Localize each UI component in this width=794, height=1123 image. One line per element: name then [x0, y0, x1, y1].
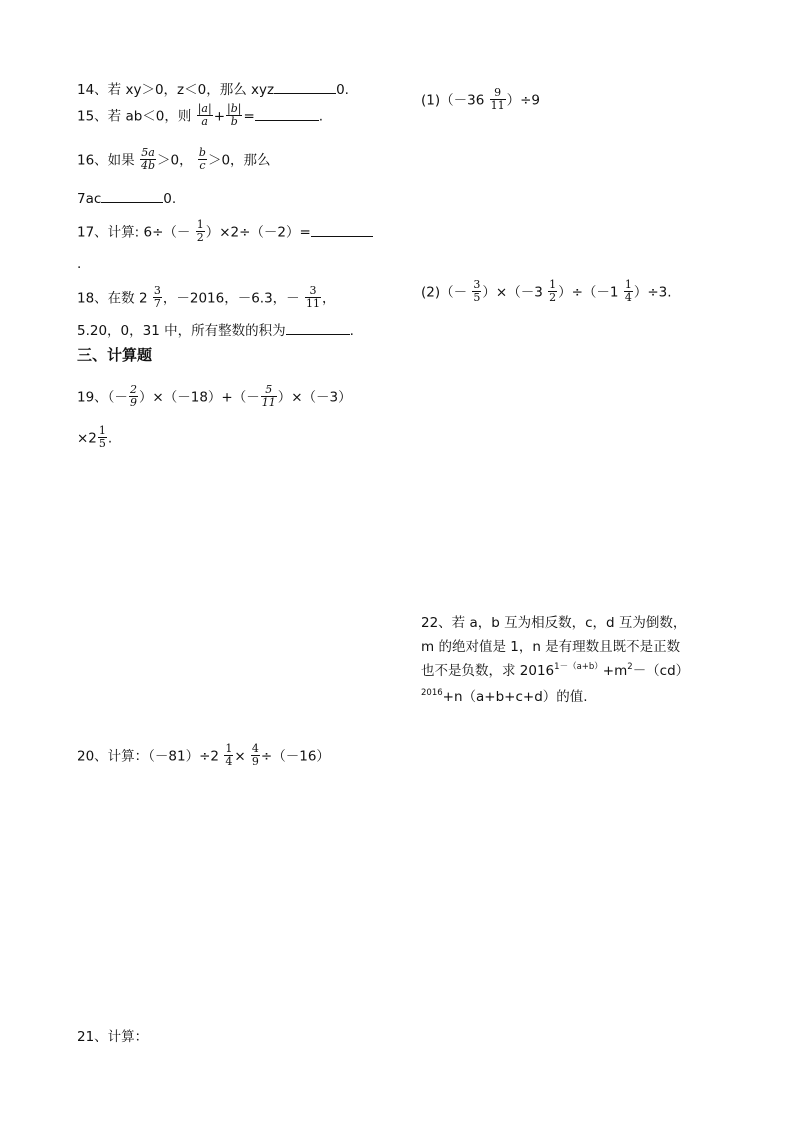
denominator: 4 [225, 755, 233, 768]
fraction [153, 285, 162, 310]
question-text-tail: . [349, 323, 354, 339]
superscript: 2 [627, 662, 633, 672]
question-text: 20、计算：（－81）÷2 [77, 748, 220, 765]
question-text: 19、（－ [77, 389, 128, 406]
question-text: ）×（－3） [277, 389, 352, 406]
question-text: ）×（－18）+（－ [138, 389, 260, 406]
question-text-tail: . [318, 108, 324, 125]
denominator: 11 [305, 297, 320, 310]
question-text: ）÷（－1 [558, 284, 619, 301]
question-text: －（cd） [632, 663, 690, 679]
numerator: |a| [197, 102, 212, 115]
question-text-tail: . [107, 430, 113, 447]
denominator: b [226, 115, 242, 128]
answer-blank [286, 322, 350, 335]
question-text: ＞0， [157, 152, 193, 169]
numerator: 5a [141, 146, 155, 159]
question-text: 22、若 a，b 互为相反数，c，d 互为倒数， [421, 615, 687, 631]
fraction [198, 147, 207, 172]
question-text [421, 685, 689, 711]
question-15 [77, 104, 323, 129]
numerator: |b| [227, 102, 242, 115]
question-18 [77, 286, 335, 311]
question-17-tail: . [77, 256, 82, 272]
numerator: 4 [251, 742, 259, 755]
answer-blank [274, 81, 336, 94]
numerator: 1 [98, 424, 106, 437]
denominator: 11 [261, 396, 276, 409]
question-text: ， [321, 290, 336, 307]
fraction [140, 147, 156, 172]
question-text: 18、在数 2 [77, 290, 148, 307]
question-20 [77, 744, 330, 769]
question-text: 也不是负数，求 2016 [421, 663, 555, 679]
numerator: 1 [549, 278, 557, 291]
fraction [261, 384, 277, 409]
denominator: 11 [490, 99, 505, 112]
numerator: 2 [129, 383, 137, 396]
denominator: 5 [98, 437, 106, 450]
subproblem-1 [421, 88, 540, 113]
question-text-tail: 0. [336, 82, 349, 98]
question-16-line2 [77, 190, 176, 207]
question-19 [77, 385, 352, 410]
question-14 [77, 81, 349, 98]
fraction [129, 384, 138, 409]
question-text: 7ac [77, 191, 102, 207]
question-text: ）×（－3 [482, 284, 543, 301]
denominator: 4 [624, 291, 632, 304]
question-text: ×2 [77, 430, 97, 447]
question-text: (1)（－36 [421, 92, 485, 109]
question-text: ，－2016，－6.3，－ [162, 290, 300, 307]
fraction [224, 743, 233, 768]
subproblem-2 [421, 280, 672, 305]
numerator: 5 [265, 383, 273, 396]
numerator: 1 [225, 742, 233, 755]
question-text: × [234, 748, 246, 765]
question-text: ）÷3. [633, 284, 672, 301]
question-text [421, 659, 689, 685]
answer-blank [255, 108, 319, 121]
fraction [624, 279, 633, 304]
numerator: 3 [473, 278, 481, 291]
superscript: 2016 [421, 688, 443, 698]
answer-blank [101, 190, 163, 203]
denominator: a [197, 115, 213, 128]
fraction [196, 219, 205, 244]
fraction [251, 743, 260, 768]
plus-sign: + [213, 108, 225, 125]
equals-sign: = [243, 108, 255, 125]
denominator: 2 [549, 291, 557, 304]
numerator: b [198, 146, 206, 159]
question-text: ＞0，那么 [207, 152, 271, 169]
question-text: ）÷9 [506, 92, 541, 109]
numerator: 3 [309, 284, 317, 297]
fraction [98, 425, 107, 450]
question-text: 17、计算: 6÷（－ [77, 224, 191, 241]
denominator: 4b [140, 159, 156, 172]
question-text-tail: 0. [163, 191, 177, 207]
question-text: ÷（－16） [260, 748, 330, 765]
question-text: 5.20，0，31 中，所有整数的积为 [77, 323, 286, 339]
question-text: +m [602, 663, 628, 679]
question-21: 21、计算： [77, 1029, 149, 1045]
denominator: c [199, 159, 206, 172]
numerator: 3 [153, 284, 161, 297]
question-text: 14、若 xy＞0，z＜0，那么 xyz [77, 82, 275, 98]
question-text: 15、若 ab＜0，则 [77, 108, 192, 125]
denominator: 9 [251, 755, 259, 768]
question-17 [77, 220, 373, 245]
superscript: 1－（a+b） [554, 662, 603, 672]
numerator: 9 [494, 86, 502, 99]
question-18-line2 [77, 322, 354, 339]
question-text: +n（a+b+c+d）的值. [442, 689, 588, 705]
denominator: 7 [153, 297, 161, 310]
denominator: 9 [129, 396, 137, 409]
fraction [197, 103, 213, 128]
denominator: 5 [473, 291, 481, 304]
question-19-line2 [77, 426, 112, 451]
question-16 [77, 148, 271, 173]
section-heading: 三、计算题 [77, 346, 153, 364]
answer-blank [311, 224, 373, 237]
numerator: 1 [624, 278, 632, 291]
fraction [305, 285, 321, 310]
denominator: 2 [196, 231, 204, 244]
question-text: m 的绝对值是 1，n 是有理数且既不是正数 [421, 639, 681, 655]
question-text: 16、如果 [77, 152, 135, 169]
question-22 [421, 611, 689, 711]
fraction [548, 279, 557, 304]
fraction [472, 279, 481, 304]
question-text: (2)（－ [421, 284, 468, 301]
fraction [490, 87, 506, 112]
fraction [226, 103, 242, 128]
numerator: 1 [196, 218, 204, 231]
question-text: ）×2÷（－2）= [205, 224, 311, 241]
